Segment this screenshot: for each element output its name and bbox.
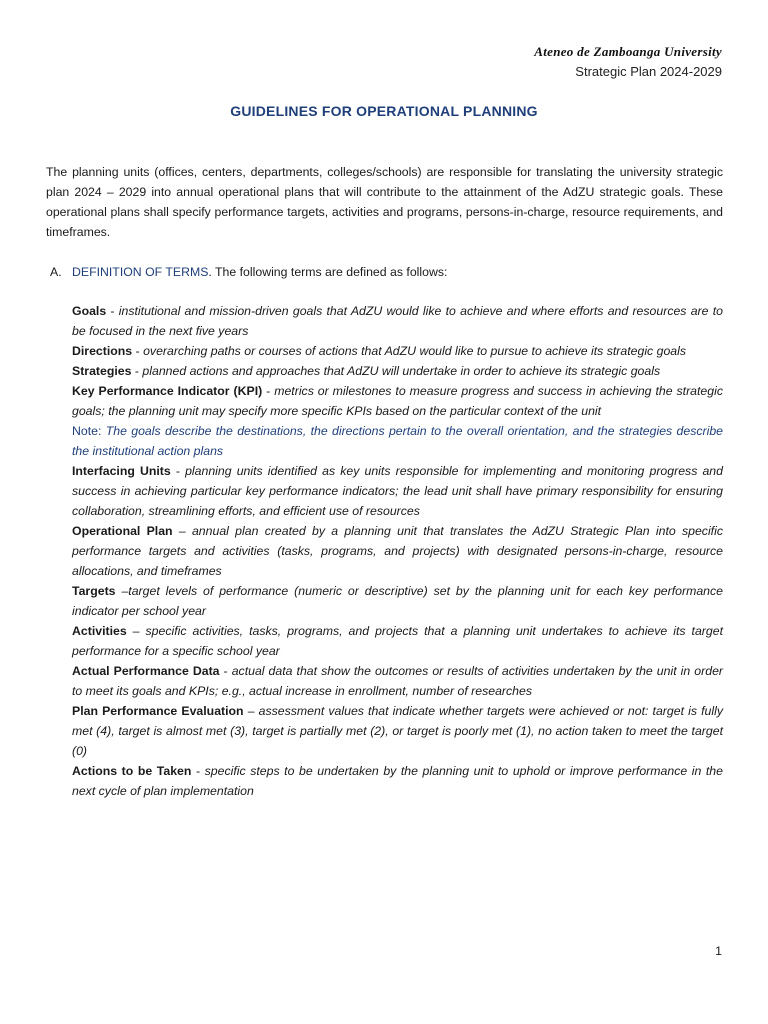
section-lead: . The following terms are defined as follows: xyxy=(208,265,448,279)
university-name: Ateneo de Zamboanga University xyxy=(534,44,722,59)
definition-item xyxy=(72,461,723,521)
note-separator: : xyxy=(97,424,106,438)
term-separator: - xyxy=(132,344,144,358)
term-definition: specific steps to be undertaken by the planning unit to uphold or improve performance in the next cycle of plan implementation xyxy=(72,764,723,798)
definitions-list xyxy=(72,301,723,801)
term-separator: – xyxy=(115,584,129,598)
term-definition: assessment values that indicate whether targets were achieved or not: target is fully met (4), target is almost met (3), target is partially met (2), or target is poorly met (1), no action taken to meet the target (0) xyxy=(72,704,723,758)
term-name: Targets xyxy=(72,584,116,598)
term-name: Plan Performance Evaluation xyxy=(72,704,244,718)
intro-paragraph: The planning units (offices, centers, departments, colleges/schools) are responsible for translating the university strategic plan 2024 – 2029 into annual operational plans that will contribute to the attainment of the AdZU strategic goals. These operational plans shall specify performance targets, activities and programs, persons-in-charge, resource requirements, and timeframes. xyxy=(46,165,723,239)
term-definition: planned actions and approaches that AdZU will undertake in order to achieve its strategic goals xyxy=(142,364,661,378)
definition-item xyxy=(72,761,723,801)
term-separator: - xyxy=(131,364,143,378)
term-definition: planning units identified as key units responsible for implementing and monitoring progress and success in achieving particular key performance indicators; the lead unit shall have primary responsibility for ensuring collaboration, streamlining efforts, and efficient use of resources xyxy=(72,464,723,518)
term-definition: actual data that show the outcomes or results of activities undertaken by the unit in order to meet its goals and KPIs; e.g., actual increase in enrollment, number of researches xyxy=(72,664,723,698)
note-label: Note xyxy=(72,424,98,438)
term-name: Interfacing Units xyxy=(72,464,171,478)
term-name: Key Performance Indicator (KPI) xyxy=(72,384,263,398)
definition-item xyxy=(72,581,723,621)
term-definition: overarching paths or courses of actions that AdZU would like to pursue to achieve its strategic goals xyxy=(143,344,687,358)
term-separator: – xyxy=(172,524,192,538)
section-a-heading xyxy=(50,262,723,282)
term-separator: - xyxy=(170,464,186,478)
term-separator: - xyxy=(191,764,205,778)
definition-item xyxy=(72,661,723,701)
term-separator: - xyxy=(106,304,119,318)
term-definition: metrics or milestones to measure progress and success in achieving the strategic goals; the planning unit may specify more specific KPIs based on the particular context of the unit xyxy=(72,384,723,418)
definition-item xyxy=(72,521,723,581)
term-name: Operational Plan xyxy=(72,524,173,538)
term-name: Activities xyxy=(72,624,127,638)
section-letter: A. xyxy=(50,265,62,279)
term-definition: specific activities, tasks, programs, and projects that a planning unit undertakes to achieve its target performance for a specific school year xyxy=(72,624,723,658)
term-name: Actual Performance Data xyxy=(72,664,220,678)
term-name: Directions xyxy=(72,344,133,358)
definition-item xyxy=(72,341,723,361)
definition-item xyxy=(72,381,723,421)
page-title: GUIDELINES FOR OPERATIONAL PLANNING xyxy=(230,103,538,119)
term-separator: – xyxy=(243,704,259,718)
definition-item xyxy=(72,361,723,381)
section-heading: DEFINITION OF TERMS xyxy=(72,265,209,279)
note-text: The goals describe the destinations, the directions pertain to the overall orientation, and the strategies describe the institutional action plans xyxy=(72,424,723,458)
term-separator: – xyxy=(126,624,146,638)
page-header xyxy=(534,44,722,79)
page-number: 1 xyxy=(715,944,722,958)
term-definition: annual plan created by a planning unit that translates the AdZU Strategic Plan into specific performance targets and activities (tasks, programs, and projects) with designated persons-in-charge, resource allocations, and timeframes xyxy=(72,524,723,578)
term-name: Strategies xyxy=(72,364,132,378)
term-separator: - xyxy=(262,384,275,398)
definition-item xyxy=(72,301,723,341)
strategic-plan-label: Strategic Plan 2024-2029 xyxy=(575,64,722,79)
definition-item xyxy=(72,701,723,761)
definition-item xyxy=(72,621,723,661)
note-item xyxy=(72,421,723,461)
term-name: Actions to be Taken xyxy=(72,764,192,778)
term-name: Goals xyxy=(72,304,107,318)
term-definition: institutional and mission-driven goals that AdZU would like to achieve and where efforts and resources are to be focused in the next five years xyxy=(72,304,723,338)
term-separator: - xyxy=(219,664,232,678)
term-definition: target levels of performance (numeric or descriptive) set by the planning unit for each key performance indicator per school year xyxy=(72,584,724,618)
